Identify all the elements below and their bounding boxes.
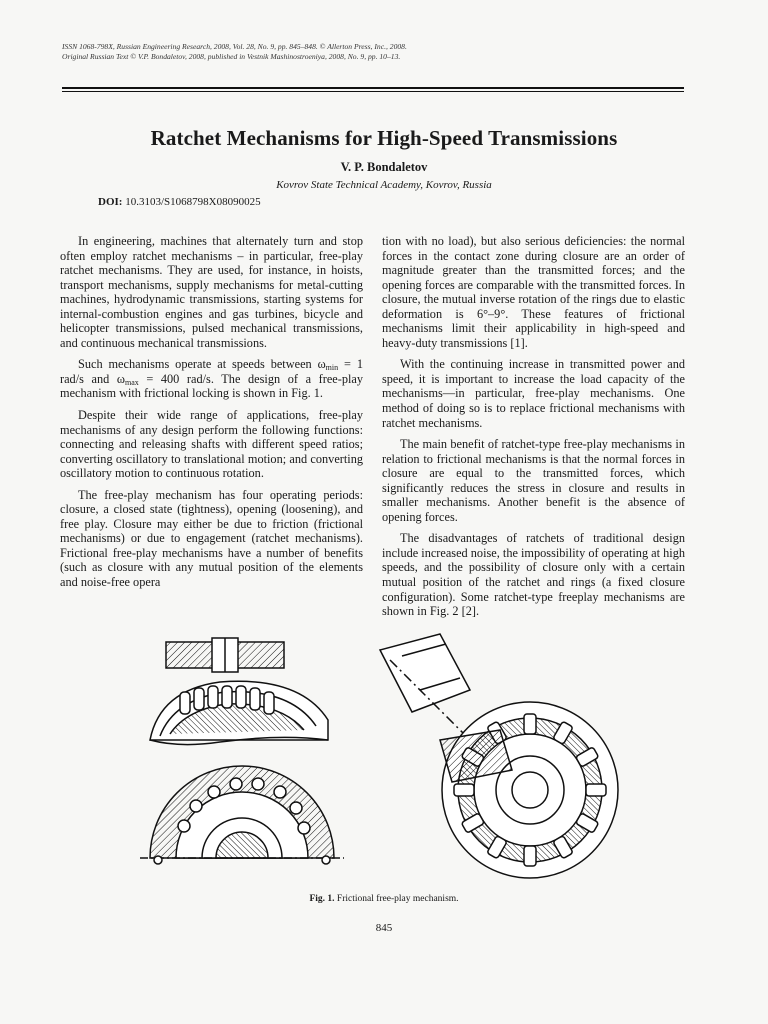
page-number: 845 (375, 922, 393, 934)
figure-caption (0, 894, 768, 904)
journal-header (62, 42, 702, 62)
figure-label: Fig. 1. (309, 894, 335, 904)
figure-caption-text: Frictional free-play mechanism. (336, 894, 459, 904)
paragraph: In engineering, machines that alternately turn and stop often employ ratchet mechanisms – in particular, free-play ratchet mechanisms. They are used, for instance, in hoists, transport mechanisms, supply mechanisms for metal-cutting machines, hydrodynamic transmissions, starting systems for internal-combustion engines and gas turbines, bicycle and helicopter transmissions, pulsed mechanical transmissions, and continuous mechanical transmissions. (60, 234, 363, 350)
header-line-1: ISSN 1068-798X, Russian Engineering Research, 2008, Vol. 28, No. 9, pp. 845–848. © Allerton Press, Inc., 2008. (62, 42, 407, 51)
text-fragment: Such mechanisms operate at speeds between ω (78, 357, 326, 372)
subscript-max: max (124, 377, 139, 387)
paragraph: The disadvantages of ratchets of traditional design include increased noise, the impossibility of operating at high speeds, and the possibility of closure only with a certain mutual position of the ratchet and rings (a fixed closure configuration). Some ratchet-type freeplay mechanisms are shown in Fig. 2 [2]. (382, 531, 685, 619)
header-rule-thin (62, 91, 684, 92)
paragraph-speeds (60, 357, 363, 401)
paragraph: With the continuing increase in transmitted power and speed, it is important to increase the load capacity of the mechanisms—in particular, free-play mechanisms. One method of doing so is to replace frictional mechanisms with ratchet mechanisms. (382, 357, 685, 430)
text-fragment: = 1 rad/s and ω (60, 357, 364, 386)
cutaway-view (150, 638, 328, 745)
paragraph: tion with no load), but also serious deficiencies: the normal forces in the contact zone during closure are an order of magnitude greater than the transmitted forces; and the opening forces are comparable with the transmitted forces. In closure, the mutual inverse rotation of the rings due to elastic deformation is 6°–9°. These features of frictional mechanisms limit their applicability in high-speed and heavy-duty transmissions [1]. (382, 234, 685, 350)
article-title: Ratchet Mechanisms for High-Speed Transmissions (150, 126, 618, 150)
paragraph: Despite their wide range of applications, free-play mechanisms of any design perform the following functions: connecting and releasing shafts with different speed ratios; converting oscillatory to translational motion; and converting oscillatory motion to continuous rotation. (60, 408, 363, 481)
doi-line (98, 196, 261, 208)
paragraph: The main benefit of ratchet-type free-play mechanisms in relation to frictional mechanisms is that the normal forces in closure are equal to the transmitted forces, which significantly reduces the stress in closure and results in smaller mechanisms. Another benefit is the absence of opening forces. (382, 437, 685, 524)
right-column (382, 234, 685, 626)
paragraph: The free-play mechanism has four operating periods: closure, a closed state (tightness), opening (loosening), and free play. Closure may either be due to friction (frictional mechanisms) or due to engagement (ratchet mechanisms). Frictional free-play mechanisms have a number of benefits (such as closure with any mutual position of the elements and noise-free opera (60, 487, 363, 590)
mechanism-drawing (140, 630, 630, 892)
figure-1 (140, 630, 630, 892)
text-fragment: = 400 rad/s. The design of a free-play mechanism with frictional locking is shown in Fig. 1. (60, 371, 364, 401)
header-rule-thick (62, 87, 684, 89)
article-affiliation: Kovrov State Technical Academy, Kovrov, Russia (276, 179, 492, 191)
header-line-2: Original Russian Text © V.P. Bondaletov, 2008, published in Vestnik Mashinostroeniya, 2008, No. 9, pp. 10–13. (62, 52, 401, 61)
doi-value[interactable]: 10.3103/S1068798X08090025 (125, 196, 261, 208)
ratchet-exploded-view (380, 634, 618, 878)
cross-section-view (140, 766, 344, 864)
subscript-min: min (325, 363, 339, 373)
article-author: V. P. Bondaletov (340, 160, 428, 174)
left-column (60, 234, 363, 597)
doi-label: DOI: (98, 196, 123, 208)
